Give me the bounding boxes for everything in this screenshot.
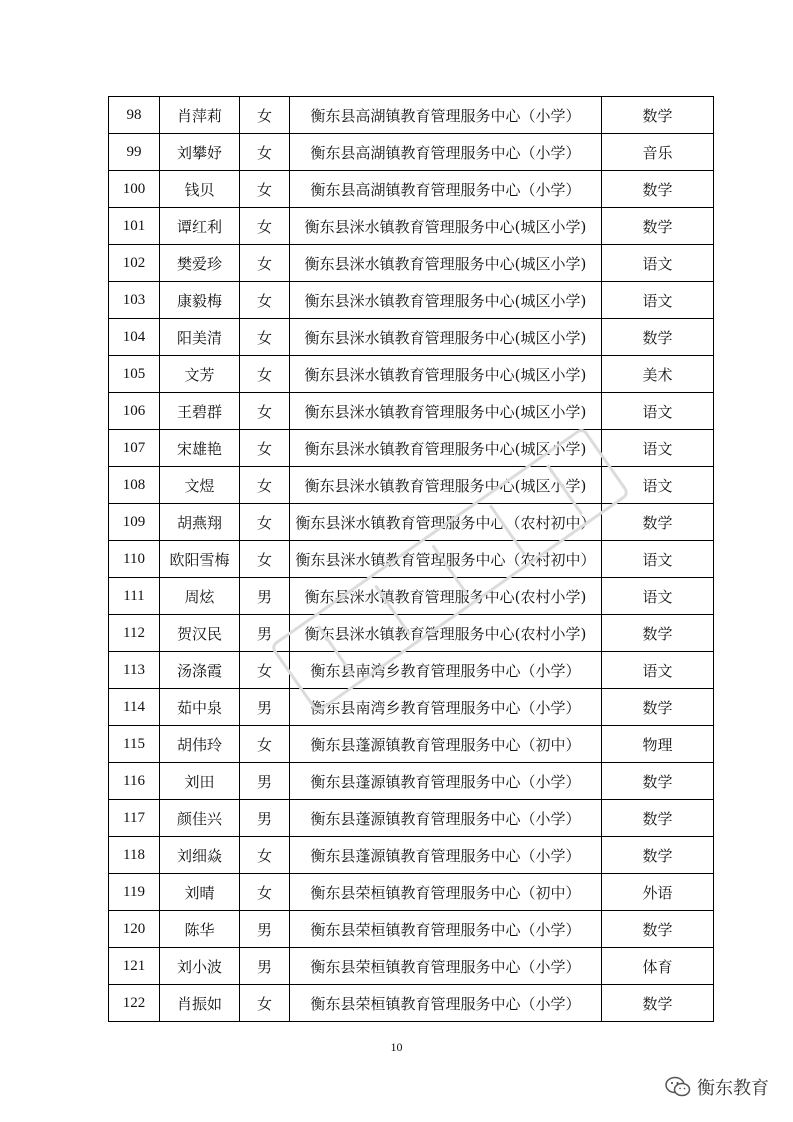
subject-cell: 语文 [602, 245, 714, 282]
roster-table [108, 96, 714, 1022]
unit-cell: 衡东县洣水镇教育管理服务中心（农村初中） [290, 541, 602, 578]
table-row [109, 578, 714, 615]
gender-cell: 女 [240, 726, 290, 763]
unit-cell: 衡东县洣水镇教育管理服务中心(城区小学) [290, 430, 602, 467]
subject-cell: 数学 [602, 504, 714, 541]
row-number-cell: 122 [109, 985, 160, 1022]
row-number-cell: 119 [109, 874, 160, 911]
row-number-cell: 109 [109, 504, 160, 541]
row-number-cell: 98 [109, 97, 160, 134]
gender-cell: 男 [240, 948, 290, 985]
gender-cell: 女 [240, 467, 290, 504]
row-number-cell: 112 [109, 615, 160, 652]
gender-cell: 女 [240, 97, 290, 134]
gender-cell: 男 [240, 689, 290, 726]
gender-cell: 男 [240, 911, 290, 948]
name-cell: 阳美清 [160, 319, 240, 356]
unit-cell: 衡东县南湾乡教育管理服务中心（小学） [290, 652, 602, 689]
subject-cell: 语文 [602, 652, 714, 689]
gender-cell: 女 [240, 171, 290, 208]
subject-cell: 语文 [602, 393, 714, 430]
name-cell: 宋雄艳 [160, 430, 240, 467]
row-number-cell: 99 [109, 134, 160, 171]
subject-cell: 数学 [602, 763, 714, 800]
wechat-icon [665, 1076, 691, 1098]
roster-body [109, 97, 714, 1022]
brand-badge[interactable] [665, 1074, 769, 1100]
table-row [109, 837, 714, 874]
table-row [109, 985, 714, 1022]
subject-cell: 音乐 [602, 134, 714, 171]
table-row [109, 874, 714, 911]
unit-cell: 衡东县洣水镇教育管理服务中心(城区小学) [290, 319, 602, 356]
gender-cell: 女 [240, 874, 290, 911]
subject-cell: 美术 [602, 356, 714, 393]
subject-cell: 数学 [602, 689, 714, 726]
row-number-cell: 116 [109, 763, 160, 800]
row-number-cell: 106 [109, 393, 160, 430]
gender-cell: 女 [240, 985, 290, 1022]
gender-cell: 男 [240, 763, 290, 800]
name-cell: 胡燕翔 [160, 504, 240, 541]
table-row [109, 800, 714, 837]
row-number-cell: 107 [109, 430, 160, 467]
table-row [109, 134, 714, 171]
gender-cell: 男 [240, 615, 290, 652]
name-cell: 刘细焱 [160, 837, 240, 874]
table-row [109, 356, 714, 393]
gender-cell: 女 [240, 504, 290, 541]
unit-cell: 衡东县蓬源镇教育管理服务中心（小学） [290, 837, 602, 874]
name-cell: 颜佳兴 [160, 800, 240, 837]
unit-cell: 衡东县南湾乡教育管理服务中心（小学） [290, 689, 602, 726]
unit-cell: 衡东县洣水镇教育管理服务中心(城区小学) [290, 356, 602, 393]
subject-cell: 语文 [602, 578, 714, 615]
name-cell: 茹中泉 [160, 689, 240, 726]
unit-cell: 衡东县洣水镇教育管理服务中心(农村小学) [290, 578, 602, 615]
row-number-cell: 117 [109, 800, 160, 837]
table-row [109, 208, 714, 245]
gender-cell: 男 [240, 800, 290, 837]
table-row [109, 652, 714, 689]
unit-cell: 衡东县洣水镇教育管理服务中心(城区小学) [290, 393, 602, 430]
row-number-cell: 118 [109, 837, 160, 874]
row-number-cell: 120 [109, 911, 160, 948]
unit-cell: 衡东县高湖镇教育管理服务中心（小学） [290, 97, 602, 134]
gender-cell: 女 [240, 245, 290, 282]
table-row [109, 763, 714, 800]
gender-cell: 女 [240, 393, 290, 430]
row-number-cell: 110 [109, 541, 160, 578]
row-number-cell: 101 [109, 208, 160, 245]
row-number-cell: 111 [109, 578, 160, 615]
table-row [109, 726, 714, 763]
table-row [109, 948, 714, 985]
table-row [109, 319, 714, 356]
gender-cell: 女 [240, 356, 290, 393]
name-cell: 汤涤霞 [160, 652, 240, 689]
name-cell: 樊爱珍 [160, 245, 240, 282]
unit-cell: 衡东县高湖镇教育管理服务中心（小学） [290, 134, 602, 171]
unit-cell: 衡东县洣水镇教育管理服务中心(城区小学) [290, 245, 602, 282]
table-row [109, 541, 714, 578]
row-number-cell: 108 [109, 467, 160, 504]
unit-cell: 衡东县洣水镇教育管理服务中心(城区小学) [290, 282, 602, 319]
table-row [109, 171, 714, 208]
subject-cell: 语文 [602, 467, 714, 504]
name-cell: 陈华 [160, 911, 240, 948]
name-cell: 王碧群 [160, 393, 240, 430]
unit-cell: 衡东县荣桓镇教育管理服务中心（小学） [290, 985, 602, 1022]
row-number-cell: 114 [109, 689, 160, 726]
subject-cell: 数学 [602, 911, 714, 948]
subject-cell: 数学 [602, 319, 714, 356]
name-cell: 刘田 [160, 763, 240, 800]
unit-cell: 衡东县荣桓镇教育管理服务中心（初中） [290, 874, 602, 911]
table-row [109, 393, 714, 430]
name-cell: 肖萍莉 [160, 97, 240, 134]
name-cell: 刘攀妤 [160, 134, 240, 171]
name-cell: 钱贝 [160, 171, 240, 208]
row-number-cell: 105 [109, 356, 160, 393]
table-row [109, 97, 714, 134]
name-cell: 肖振如 [160, 985, 240, 1022]
row-number-cell: 115 [109, 726, 160, 763]
subject-cell: 数学 [602, 985, 714, 1022]
unit-cell: 衡东县蓬源镇教育管理服务中心（小学） [290, 800, 602, 837]
gender-cell: 女 [240, 208, 290, 245]
gender-cell: 女 [240, 282, 290, 319]
name-cell: 康毅梅 [160, 282, 240, 319]
name-cell: 胡伟玲 [160, 726, 240, 763]
name-cell: 谭红利 [160, 208, 240, 245]
unit-cell: 衡东县蓬源镇教育管理服务中心（初中） [290, 726, 602, 763]
gender-cell: 女 [240, 652, 290, 689]
subject-cell: 数学 [602, 615, 714, 652]
gender-cell: 女 [240, 430, 290, 467]
row-number-cell: 102 [109, 245, 160, 282]
table-row [109, 282, 714, 319]
unit-cell: 衡东县洣水镇教育管理服务中心（农村初中） [290, 504, 602, 541]
table-row [109, 504, 714, 541]
subject-cell: 数学 [602, 800, 714, 837]
unit-cell: 衡东县洣水镇教育管理服务中心(城区小学) [290, 467, 602, 504]
name-cell: 欧阳雪梅 [160, 541, 240, 578]
name-cell: 刘小波 [160, 948, 240, 985]
table-row [109, 615, 714, 652]
subject-cell: 物理 [602, 726, 714, 763]
unit-cell: 衡东县洣水镇教育管理服务中心(农村小学) [290, 615, 602, 652]
row-number-cell: 121 [109, 948, 160, 985]
subject-cell: 数学 [602, 171, 714, 208]
row-number-cell: 104 [109, 319, 160, 356]
name-cell: 文煜 [160, 467, 240, 504]
name-cell: 文芳 [160, 356, 240, 393]
unit-cell: 衡东县荣桓镇教育管理服务中心（小学） [290, 948, 602, 985]
brand-name: 衡东教育 [697, 1078, 769, 1099]
unit-cell: 衡东县荣桓镇教育管理服务中心（小学） [290, 911, 602, 948]
gender-cell: 女 [240, 134, 290, 171]
row-number-cell: 113 [109, 652, 160, 689]
gender-cell: 男 [240, 578, 290, 615]
subject-cell: 数学 [602, 208, 714, 245]
gender-cell: 女 [240, 319, 290, 356]
gender-cell: 女 [240, 541, 290, 578]
unit-cell: 衡东县蓬源镇教育管理服务中心（小学） [290, 763, 602, 800]
unit-cell: 衡东县洣水镇教育管理服务中心(城区小学) [290, 208, 602, 245]
subject-cell: 语文 [602, 541, 714, 578]
subject-cell: 体育 [602, 948, 714, 985]
subject-cell: 数学 [602, 97, 714, 134]
row-number-cell: 103 [109, 282, 160, 319]
subject-cell: 外语 [602, 874, 714, 911]
subject-cell: 语文 [602, 430, 714, 467]
gender-cell: 女 [240, 837, 290, 874]
page-number: 10 [390, 1040, 403, 1054]
name-cell: 刘晴 [160, 874, 240, 911]
table-row [109, 430, 714, 467]
subject-cell: 数学 [602, 837, 714, 874]
subject-cell: 语文 [602, 282, 714, 319]
table-row [109, 689, 714, 726]
table-row [109, 245, 714, 282]
table-row [109, 467, 714, 504]
name-cell: 贺汉民 [160, 615, 240, 652]
row-number-cell: 100 [109, 171, 160, 208]
name-cell: 周炫 [160, 578, 240, 615]
table-row [109, 911, 714, 948]
unit-cell: 衡东县高湖镇教育管理服务中心（小学） [290, 171, 602, 208]
